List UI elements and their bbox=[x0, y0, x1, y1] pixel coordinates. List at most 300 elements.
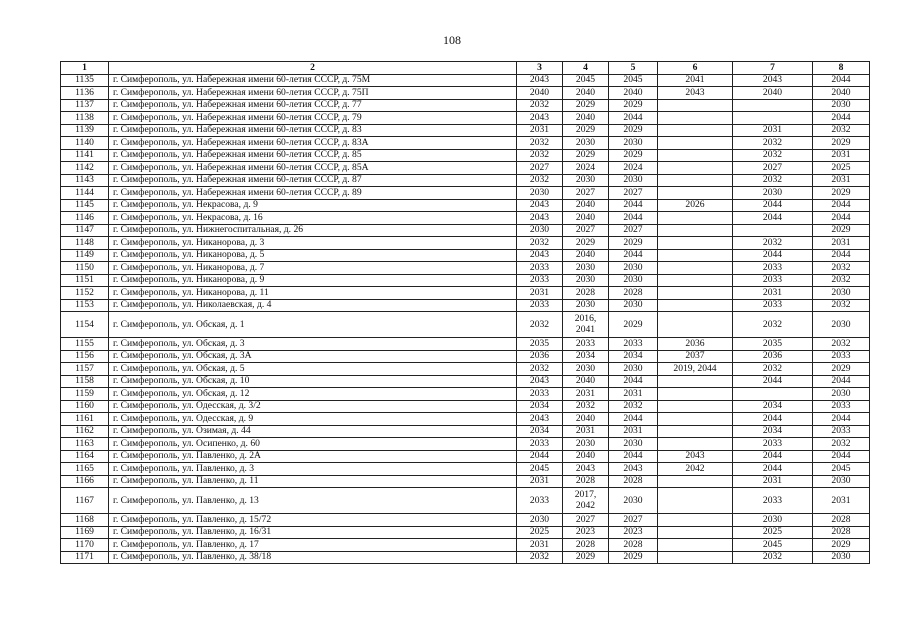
table-body bbox=[61, 74, 870, 564]
col7-cell: 2044 bbox=[733, 249, 813, 262]
col7-cell: 2032 bbox=[733, 174, 813, 187]
col4-cell: 2016, 2041 bbox=[563, 312, 609, 338]
col3-cell: 2043 bbox=[517, 212, 563, 225]
col5-cell: 2027 bbox=[609, 224, 658, 237]
col4-cell: 2040 bbox=[563, 199, 609, 212]
col8-cell: 2032 bbox=[813, 274, 870, 287]
col4-cell: 2040 bbox=[563, 375, 609, 388]
column-header: 4 bbox=[563, 62, 609, 75]
row-number-cell: 1139 bbox=[61, 124, 109, 137]
table-row bbox=[61, 149, 870, 162]
col6-cell bbox=[658, 488, 733, 514]
address-cell: г. Симферополь, ул. Одесская, д. 3/2 bbox=[109, 400, 517, 413]
col8-cell: 2029 bbox=[813, 137, 870, 150]
schedule-table bbox=[60, 61, 870, 564]
col5-cell: 2029 bbox=[609, 551, 658, 564]
col3-cell: 2032 bbox=[517, 137, 563, 150]
col8-cell: 2033 bbox=[813, 400, 870, 413]
col8-cell: 2044 bbox=[813, 199, 870, 212]
col3-cell: 2032 bbox=[517, 312, 563, 338]
address-cell: г. Симферополь, ул. Набережная имени 60-летия СССР, д. 79 bbox=[109, 112, 517, 125]
col5-cell: 2023 bbox=[609, 526, 658, 539]
col8-cell: 2030 bbox=[813, 475, 870, 488]
col4-cell: 2027 bbox=[563, 514, 609, 527]
table-row bbox=[61, 237, 870, 250]
address-cell: г. Симферополь, ул. Набережная имени 60-летия СССР, д. 83 bbox=[109, 124, 517, 137]
col5-cell: 2030 bbox=[609, 137, 658, 150]
col5-cell: 2030 bbox=[609, 262, 658, 275]
row-number-cell: 1161 bbox=[61, 413, 109, 426]
col8-cell: 2040 bbox=[813, 87, 870, 100]
col3-cell: 2031 bbox=[517, 287, 563, 300]
col7-cell: 2044 bbox=[733, 450, 813, 463]
col5-cell: 2031 bbox=[609, 425, 658, 438]
col5-cell: 2024 bbox=[609, 162, 658, 175]
row-number-cell: 1158 bbox=[61, 375, 109, 388]
col4-cell: 2029 bbox=[563, 237, 609, 250]
col4-cell: 2040 bbox=[563, 112, 609, 125]
col4-cell: 2029 bbox=[563, 551, 609, 564]
col6-cell: 2042 bbox=[658, 463, 733, 476]
address-cell: г. Симферополь, ул. Павленко, д. 15/72 bbox=[109, 514, 517, 527]
col7-cell bbox=[733, 388, 813, 401]
row-number-cell: 1167 bbox=[61, 488, 109, 514]
row-number-cell: 1137 bbox=[61, 99, 109, 112]
table-row bbox=[61, 287, 870, 300]
table-row bbox=[61, 112, 870, 125]
col8-cell: 2032 bbox=[813, 338, 870, 351]
address-cell: г. Симферополь, ул. Озимая, д. 44 bbox=[109, 425, 517, 438]
col7-cell: 2043 bbox=[733, 74, 813, 87]
col8-cell: 2031 bbox=[813, 488, 870, 514]
table-row bbox=[61, 212, 870, 225]
col3-cell: 2031 bbox=[517, 539, 563, 552]
col4-cell: 2029 bbox=[563, 99, 609, 112]
table-row bbox=[61, 539, 870, 552]
col7-cell: 2033 bbox=[733, 274, 813, 287]
col8-cell: 2030 bbox=[813, 388, 870, 401]
row-number-cell: 1136 bbox=[61, 87, 109, 100]
col3-cell: 2043 bbox=[517, 199, 563, 212]
col4-cell: 2028 bbox=[563, 287, 609, 300]
col3-cell: 2036 bbox=[517, 350, 563, 363]
col3-cell: 2032 bbox=[517, 363, 563, 376]
table-row bbox=[61, 312, 870, 338]
row-number-cell: 1152 bbox=[61, 287, 109, 300]
col4-cell: 2030 bbox=[563, 174, 609, 187]
col8-cell: 2044 bbox=[813, 413, 870, 426]
col5-cell: 2034 bbox=[609, 350, 658, 363]
col7-cell: 2032 bbox=[733, 551, 813, 564]
col3-cell: 2043 bbox=[517, 112, 563, 125]
address-cell: г. Симферополь, ул. Набережная имени 60-летия СССР, д. 75П bbox=[109, 87, 517, 100]
col5-cell: 2044 bbox=[609, 112, 658, 125]
col6-cell bbox=[658, 400, 733, 413]
col5-cell: 2044 bbox=[609, 249, 658, 262]
col5-cell: 2030 bbox=[609, 438, 658, 451]
col3-cell: 2035 bbox=[517, 338, 563, 351]
table-row bbox=[61, 488, 870, 514]
table-row bbox=[61, 124, 870, 137]
col5-cell: 2028 bbox=[609, 475, 658, 488]
col7-cell: 2044 bbox=[733, 463, 813, 476]
column-header: 6 bbox=[658, 62, 733, 75]
col7-cell: 2044 bbox=[733, 199, 813, 212]
row-number-cell: 1166 bbox=[61, 475, 109, 488]
col4-cell: 2033 bbox=[563, 338, 609, 351]
col8-cell: 2028 bbox=[813, 514, 870, 527]
row-number-cell: 1147 bbox=[61, 224, 109, 237]
address-cell: г. Симферополь, ул. Никанорова, д. 9 bbox=[109, 274, 517, 287]
col8-cell: 2029 bbox=[813, 363, 870, 376]
col5-cell: 2030 bbox=[609, 299, 658, 312]
address-cell: г. Симферополь, ул. Павленко, д. 3 bbox=[109, 463, 517, 476]
address-cell: г. Симферополь, ул. Николаевская, д. 4 bbox=[109, 299, 517, 312]
table-row bbox=[61, 363, 870, 376]
col6-cell bbox=[658, 249, 733, 262]
col3-cell: 2032 bbox=[517, 551, 563, 564]
address-cell: г. Симферополь, ул. Одесская, д. 9 bbox=[109, 413, 517, 426]
row-number-cell: 1159 bbox=[61, 388, 109, 401]
col5-cell: 2044 bbox=[609, 212, 658, 225]
col4-cell: 2028 bbox=[563, 475, 609, 488]
col3-cell: 2033 bbox=[517, 388, 563, 401]
col3-cell: 2030 bbox=[517, 514, 563, 527]
col4-cell: 2027 bbox=[563, 224, 609, 237]
col8-cell: 2044 bbox=[813, 450, 870, 463]
col3-cell: 2027 bbox=[517, 162, 563, 175]
address-cell: г. Симферополь, ул. Никанорова, д. 5 bbox=[109, 249, 517, 262]
col6-cell bbox=[658, 425, 733, 438]
col8-cell: 2044 bbox=[813, 112, 870, 125]
col3-cell: 2030 bbox=[517, 224, 563, 237]
col7-cell bbox=[733, 224, 813, 237]
row-number-cell: 1143 bbox=[61, 174, 109, 187]
col6-cell bbox=[658, 149, 733, 162]
address-cell: г. Симферополь, ул. Павленко, д. 16/31 bbox=[109, 526, 517, 539]
col3-cell: 2043 bbox=[517, 375, 563, 388]
col7-cell: 2032 bbox=[733, 137, 813, 150]
col8-cell: 2032 bbox=[813, 262, 870, 275]
row-number-cell: 1144 bbox=[61, 187, 109, 200]
table-row bbox=[61, 199, 870, 212]
col3-cell: 2043 bbox=[517, 74, 563, 87]
address-cell: г. Симферополь, ул. Обская, д. 12 bbox=[109, 388, 517, 401]
col3-cell: 2034 bbox=[517, 400, 563, 413]
table-row bbox=[61, 438, 870, 451]
col5-cell: 2029 bbox=[609, 124, 658, 137]
col3-cell: 2032 bbox=[517, 237, 563, 250]
col3-cell: 2032 bbox=[517, 174, 563, 187]
col7-cell: 2033 bbox=[733, 262, 813, 275]
row-number-cell: 1141 bbox=[61, 149, 109, 162]
col3-cell: 2031 bbox=[517, 124, 563, 137]
col4-cell: 2030 bbox=[563, 262, 609, 275]
address-cell: г. Симферополь, ул. Нижнегоспитальная, д. 26 bbox=[109, 224, 517, 237]
col8-cell: 2044 bbox=[813, 74, 870, 87]
col6-cell bbox=[658, 413, 733, 426]
col3-cell: 2025 bbox=[517, 526, 563, 539]
col4-cell: 2031 bbox=[563, 388, 609, 401]
col4-cell: 2032 bbox=[563, 400, 609, 413]
col3-cell: 2045 bbox=[517, 463, 563, 476]
address-cell: г. Симферополь, ул. Обская, д. 1 bbox=[109, 312, 517, 338]
col8-cell: 2032 bbox=[813, 438, 870, 451]
row-number-cell: 1156 bbox=[61, 350, 109, 363]
col5-cell: 2044 bbox=[609, 413, 658, 426]
col8-cell: 2045 bbox=[813, 463, 870, 476]
col5-cell: 2040 bbox=[609, 87, 658, 100]
col3-cell: 2033 bbox=[517, 488, 563, 514]
row-number-cell: 1140 bbox=[61, 137, 109, 150]
table-row bbox=[61, 262, 870, 275]
col8-cell: 2044 bbox=[813, 212, 870, 225]
col7-cell: 2030 bbox=[733, 514, 813, 527]
col4-cell: 2023 bbox=[563, 526, 609, 539]
table-row bbox=[61, 450, 870, 463]
col5-cell: 2027 bbox=[609, 187, 658, 200]
col6-cell bbox=[658, 174, 733, 187]
col6-cell bbox=[658, 224, 733, 237]
address-cell: г. Симферополь, ул. Обская, д. 10 bbox=[109, 375, 517, 388]
table-row bbox=[61, 400, 870, 413]
table-row bbox=[61, 375, 870, 388]
address-cell: г. Симферополь, ул. Набережная имени 60-летия СССР, д. 77 bbox=[109, 99, 517, 112]
address-cell: г. Симферополь, ул. Некрасова, д. 16 bbox=[109, 212, 517, 225]
table-row bbox=[61, 425, 870, 438]
row-number-cell: 1151 bbox=[61, 274, 109, 287]
col3-cell: 2043 bbox=[517, 249, 563, 262]
col4-cell: 2030 bbox=[563, 274, 609, 287]
row-number-cell: 1155 bbox=[61, 338, 109, 351]
address-cell: г. Симферополь, ул. Павленко, д. 17 bbox=[109, 539, 517, 552]
col6-cell: 2037 bbox=[658, 350, 733, 363]
col3-cell: 2031 bbox=[517, 475, 563, 488]
address-cell: г. Симферополь, ул. Набережная имени 60-летия СССР, д. 87 bbox=[109, 174, 517, 187]
col8-cell: 2031 bbox=[813, 174, 870, 187]
col6-cell: 2026 bbox=[658, 199, 733, 212]
table-row bbox=[61, 224, 870, 237]
col6-cell bbox=[658, 212, 733, 225]
col6-cell bbox=[658, 274, 733, 287]
table-row bbox=[61, 137, 870, 150]
table-row bbox=[61, 475, 870, 488]
table-row bbox=[61, 388, 870, 401]
address-cell: г. Симферополь, ул. Обская, д. 3 bbox=[109, 338, 517, 351]
address-cell: г. Симферополь, ул. Павленко, д. 2А bbox=[109, 450, 517, 463]
address-cell: г. Симферополь, ул. Набережная имени 60-летия СССР, д. 75М bbox=[109, 74, 517, 87]
column-header: 3 bbox=[517, 62, 563, 75]
col8-cell: 2032 bbox=[813, 124, 870, 137]
col6-cell bbox=[658, 526, 733, 539]
col6-cell bbox=[658, 124, 733, 137]
address-cell: г. Симферополь, ул. Обская, д. 5 bbox=[109, 363, 517, 376]
col6-cell: 2019, 2044 bbox=[658, 363, 733, 376]
col8-cell: 2029 bbox=[813, 187, 870, 200]
col6-cell bbox=[658, 539, 733, 552]
col8-cell: 2033 bbox=[813, 425, 870, 438]
address-cell: г. Симферополь, ул. Обская, д. 3А bbox=[109, 350, 517, 363]
col8-cell: 2029 bbox=[813, 224, 870, 237]
col6-cell: 2043 bbox=[658, 450, 733, 463]
col8-cell: 2030 bbox=[813, 99, 870, 112]
col6-cell bbox=[658, 475, 733, 488]
col6-cell: 2043 bbox=[658, 87, 733, 100]
col6-cell bbox=[658, 312, 733, 338]
col4-cell: 2017, 2042 bbox=[563, 488, 609, 514]
col4-cell: 2028 bbox=[563, 539, 609, 552]
col7-cell: 2030 bbox=[733, 187, 813, 200]
col8-cell: 2032 bbox=[813, 299, 870, 312]
address-cell: г. Симферополь, ул. Осипенко, д. 60 bbox=[109, 438, 517, 451]
col7-cell: 2034 bbox=[733, 425, 813, 438]
table-row bbox=[61, 99, 870, 112]
col7-cell: 2032 bbox=[733, 149, 813, 162]
col4-cell: 2034 bbox=[563, 350, 609, 363]
col8-cell: 2029 bbox=[813, 539, 870, 552]
row-number-cell: 1160 bbox=[61, 400, 109, 413]
table-row bbox=[61, 526, 870, 539]
table-row bbox=[61, 463, 870, 476]
col5-cell: 2030 bbox=[609, 174, 658, 187]
col5-cell: 2028 bbox=[609, 539, 658, 552]
row-number-cell: 1148 bbox=[61, 237, 109, 250]
col4-cell: 2043 bbox=[563, 463, 609, 476]
col7-cell: 2034 bbox=[733, 400, 813, 413]
col7-cell: 2045 bbox=[733, 539, 813, 552]
address-cell: г. Симферополь, ул. Некрасова, д. 9 bbox=[109, 199, 517, 212]
col7-cell: 2031 bbox=[733, 124, 813, 137]
address-cell: г. Симферополь, ул. Набережная имени 60-летия СССР, д. 83А bbox=[109, 137, 517, 150]
column-header: 5 bbox=[609, 62, 658, 75]
table-row bbox=[61, 338, 870, 351]
col7-cell: 2033 bbox=[733, 438, 813, 451]
row-number-cell: 1157 bbox=[61, 363, 109, 376]
col5-cell: 2030 bbox=[609, 363, 658, 376]
col4-cell: 2030 bbox=[563, 137, 609, 150]
col4-cell: 2040 bbox=[563, 413, 609, 426]
table-row bbox=[61, 87, 870, 100]
row-number-cell: 1145 bbox=[61, 199, 109, 212]
row-number-cell: 1135 bbox=[61, 74, 109, 87]
address-cell: г. Симферополь, ул. Набережная имени 60-летия СССР, д. 85 bbox=[109, 149, 517, 162]
col6-cell bbox=[658, 551, 733, 564]
col8-cell: 2044 bbox=[813, 375, 870, 388]
col6-cell bbox=[658, 237, 733, 250]
col3-cell: 2040 bbox=[517, 87, 563, 100]
address-cell: г. Симферополь, ул. Павленко, д. 11 bbox=[109, 475, 517, 488]
col7-cell: 2044 bbox=[733, 413, 813, 426]
row-number-cell: 1138 bbox=[61, 112, 109, 125]
col5-cell: 2043 bbox=[609, 463, 658, 476]
col3-cell: 2043 bbox=[517, 413, 563, 426]
table-row bbox=[61, 514, 870, 527]
col5-cell: 2028 bbox=[609, 287, 658, 300]
col7-cell: 2032 bbox=[733, 237, 813, 250]
address-cell: г. Симферополь, ул. Никанорова, д. 7 bbox=[109, 262, 517, 275]
row-number-cell: 1146 bbox=[61, 212, 109, 225]
table-row bbox=[61, 249, 870, 262]
col6-cell bbox=[658, 137, 733, 150]
col6-cell bbox=[658, 99, 733, 112]
col5-cell: 2033 bbox=[609, 338, 658, 351]
col5-cell: 2044 bbox=[609, 199, 658, 212]
col3-cell: 2030 bbox=[517, 187, 563, 200]
col7-cell: 2031 bbox=[733, 475, 813, 488]
page-number: 108 bbox=[443, 33, 461, 47]
row-number-cell: 1154 bbox=[61, 312, 109, 338]
col5-cell: 2044 bbox=[609, 375, 658, 388]
col7-cell: 2044 bbox=[733, 212, 813, 225]
col8-cell: 2031 bbox=[813, 237, 870, 250]
table-row bbox=[61, 74, 870, 87]
col6-cell bbox=[658, 112, 733, 125]
row-number-cell: 1142 bbox=[61, 162, 109, 175]
row-number-cell: 1171 bbox=[61, 551, 109, 564]
col3-cell: 2033 bbox=[517, 274, 563, 287]
address-cell: г. Симферополь, ул. Никанорова, д. 11 bbox=[109, 287, 517, 300]
row-number-cell: 1163 bbox=[61, 438, 109, 451]
col8-cell: 2030 bbox=[813, 551, 870, 564]
address-cell: г. Симферополь, ул. Павленко, д. 38/18 bbox=[109, 551, 517, 564]
col8-cell: 2030 bbox=[813, 312, 870, 338]
table-row bbox=[61, 413, 870, 426]
col4-cell: 2045 bbox=[563, 74, 609, 87]
col4-cell: 2024 bbox=[563, 162, 609, 175]
col8-cell: 2031 bbox=[813, 149, 870, 162]
col7-cell: 2033 bbox=[733, 488, 813, 514]
col4-cell: 2029 bbox=[563, 149, 609, 162]
col7-cell: 2033 bbox=[733, 299, 813, 312]
col5-cell: 2032 bbox=[609, 400, 658, 413]
col7-cell: 2036 bbox=[733, 350, 813, 363]
col4-cell: 2030 bbox=[563, 363, 609, 376]
col7-cell: 2032 bbox=[733, 312, 813, 338]
col5-cell: 2029 bbox=[609, 149, 658, 162]
row-number-cell: 1170 bbox=[61, 539, 109, 552]
col3-cell: 2033 bbox=[517, 299, 563, 312]
col4-cell: 2040 bbox=[563, 249, 609, 262]
col6-cell bbox=[658, 388, 733, 401]
address-cell: г. Симферополь, ул. Набережная имени 60-летия СССР, д. 85А bbox=[109, 162, 517, 175]
col3-cell: 2044 bbox=[517, 450, 563, 463]
col6-cell: 2041 bbox=[658, 74, 733, 87]
col4-cell: 2030 bbox=[563, 299, 609, 312]
row-number-cell: 1169 bbox=[61, 526, 109, 539]
col4-cell: 2040 bbox=[563, 87, 609, 100]
column-header: 8 bbox=[813, 62, 870, 75]
row-number-cell: 1165 bbox=[61, 463, 109, 476]
col6-cell bbox=[658, 162, 733, 175]
address-cell: г. Симферополь, ул. Набережная имени 60-летия СССР, д. 89 bbox=[109, 187, 517, 200]
col6-cell bbox=[658, 299, 733, 312]
table-row bbox=[61, 187, 870, 200]
col7-cell: 2025 bbox=[733, 526, 813, 539]
table-row bbox=[61, 174, 870, 187]
col5-cell: 2029 bbox=[609, 237, 658, 250]
col4-cell: 2040 bbox=[563, 212, 609, 225]
table-header-row bbox=[61, 62, 870, 75]
col6-cell bbox=[658, 514, 733, 527]
col3-cell: 2034 bbox=[517, 425, 563, 438]
col5-cell: 2027 bbox=[609, 514, 658, 527]
col4-cell: 2031 bbox=[563, 425, 609, 438]
col5-cell: 2031 bbox=[609, 388, 658, 401]
col4-cell: 2040 bbox=[563, 450, 609, 463]
col4-cell: 2030 bbox=[563, 438, 609, 451]
col6-cell bbox=[658, 187, 733, 200]
col6-cell: 2036 bbox=[658, 338, 733, 351]
